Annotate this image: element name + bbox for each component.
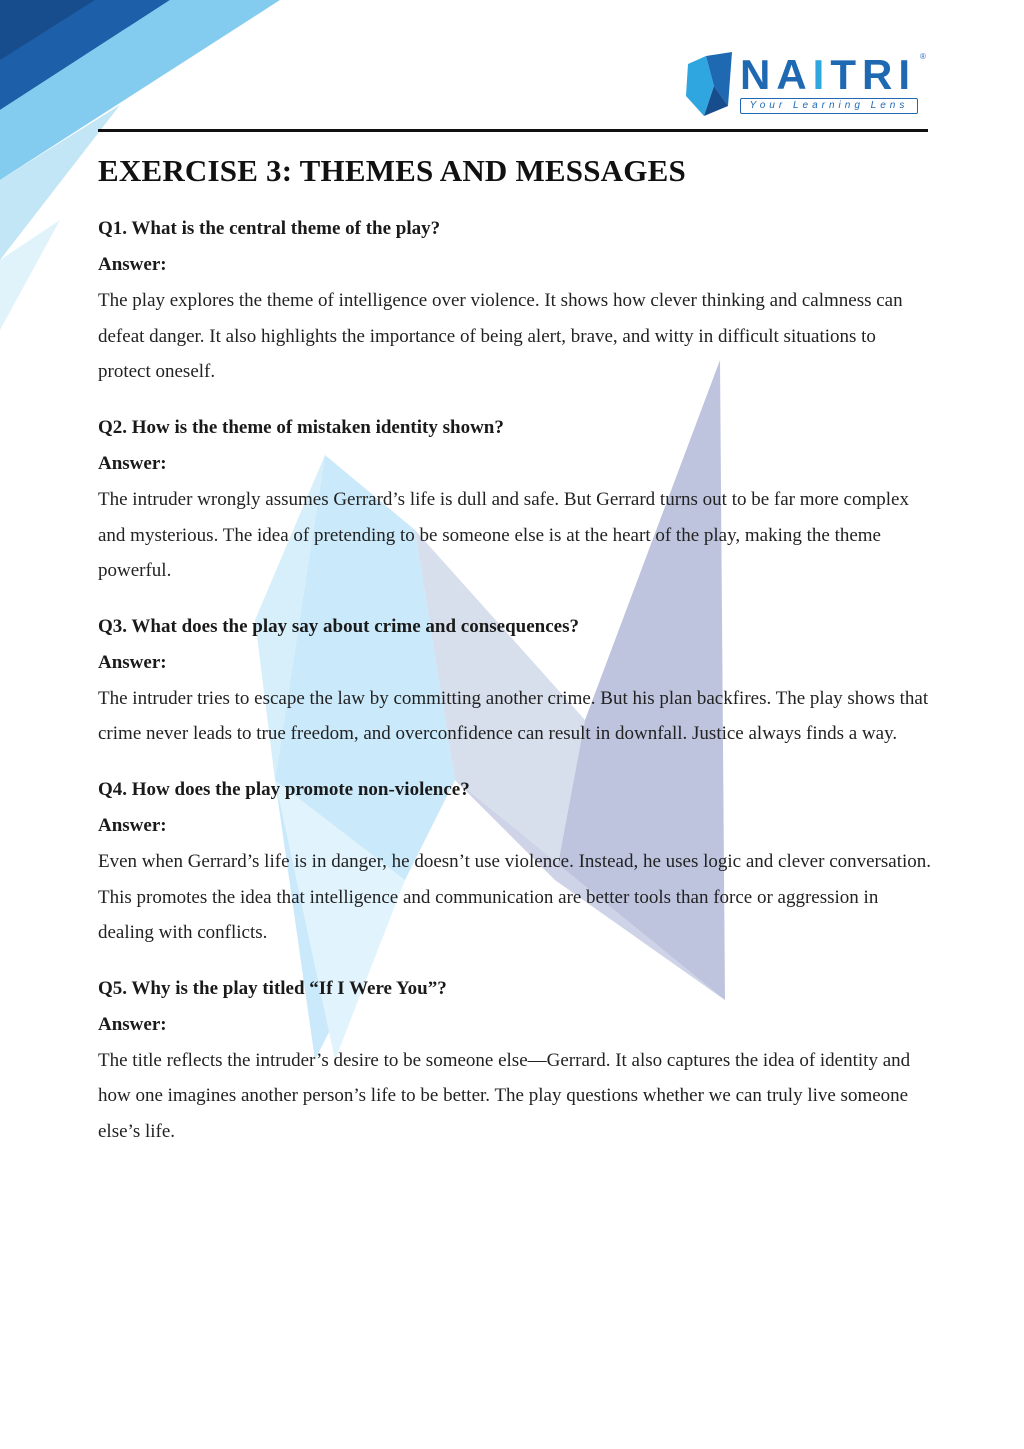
brand-logo <box>684 50 934 122</box>
answer-text: The title reflects the intruder’s desire to be someone else—Gerrard. It also captures the idea of identity and how one imagines another person’s life to be better. The play questions whether we can truly live someone else’s life. <box>98 1049 911 1142</box>
logo-mark-icon <box>684 50 736 120</box>
document-body <box>98 152 933 1170</box>
logo-wordmark: NAITRI <box>740 51 916 98</box>
qa-item-3 <box>98 609 933 752</box>
answer-text: The play explores the theme of intelligence over violence. It shows how clever thinking and calmness can defeat danger. It also highlights the importance of being alert, brave, and witty in difficult situations to protect oneself. <box>98 290 903 383</box>
answer-text: The intruder wrongly assumes Gerrard’s life is dull and safe. But Gerrard turns out to be far more complex and mysterious. The idea of pretending to be someone else is at the heart of the play, making the theme powerful. <box>98 488 909 582</box>
registered-mark-icon: ® <box>920 52 926 61</box>
qa-item-4 <box>98 772 933 951</box>
question-text: Q5. Why is the play titled “If I Were You”? <box>98 977 447 999</box>
answer-text: The intruder tries to escape the law by committing another crime. But his plan backfires. The play shows that crime never leads to true freedom, and overconfidence can result in downfall. Justice always finds a way. <box>98 687 929 745</box>
qa-item-1 <box>98 211 933 390</box>
question-text: Q3. What does the play say about crime and consequences? <box>98 615 580 637</box>
answer-label: Answer: <box>98 452 167 474</box>
answer-text: Even when Gerrard’s life is in danger, he doesn’t use violence. Instead, he uses logic and clever conversation. This promotes the idea that intelligence and communication are better tools than force or aggression in dealing with conflicts. <box>98 850 932 944</box>
logo-tagline: Your Learning Lens <box>740 98 918 114</box>
question-text: Q2. How is the theme of mistaken identity shown? <box>98 416 504 438</box>
page-title: EXERCISE 3: THEMES AND MESSAGES <box>98 153 686 188</box>
header-rule <box>98 129 928 132</box>
question-text: Q4. How does the play promote non-violence? <box>98 778 470 800</box>
answer-label: Answer: <box>98 651 167 673</box>
answer-label: Answer: <box>98 1013 167 1035</box>
answer-label: Answer: <box>98 254 167 276</box>
answer-label: Answer: <box>98 814 167 836</box>
qa-item-2 <box>98 410 933 589</box>
question-text: Q1. What is the central theme of the play? <box>98 218 441 240</box>
qa-item-5 <box>98 971 933 1150</box>
